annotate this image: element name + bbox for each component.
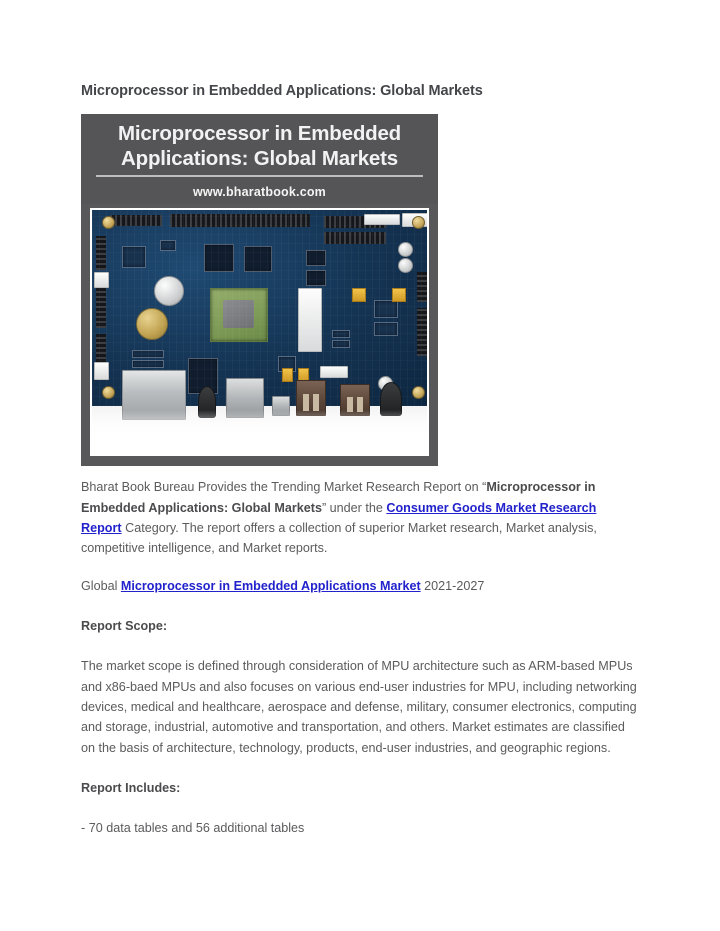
cover-banner <box>81 114 438 181</box>
consumer-goods-category-link[interactable]: Consumer Goods Market Research Report <box>81 500 597 535</box>
cover-image <box>81 114 438 466</box>
intro-paragraph <box>81 477 639 559</box>
cover-banner-line-2: Applications: Global Markets <box>121 147 398 171</box>
intro-report-name: Microprocessor in Embedded Applications: Global Markets <box>81 480 596 515</box>
market-report-link[interactable]: Microprocessor in Embedded Applications Market <box>120 578 421 593</box>
report-includes-heading: Report Includes: <box>81 781 181 796</box>
intro-text-part2: ” under the <box>321 500 387 515</box>
market-line-suffix: 2021-2027 <box>420 578 485 593</box>
intro-text-part1: Bharat Book Bureau Provides the Trending Market Research Report on “ <box>81 480 487 495</box>
cover-photo-frame <box>81 204 438 466</box>
page-title: Microprocessor in Embedded Applications: Global Markets <box>81 83 483 99</box>
cover-website-url: www.bharatbook.com <box>81 181 438 204</box>
market-line-prefix: Global <box>81 578 121 593</box>
cover-divider <box>96 175 423 177</box>
circuit-board-photo <box>90 208 429 456</box>
cover-banner-line-1: Microprocessor in Embedded <box>117 122 401 146</box>
intro-text-part3: Category. The report offers a collection of superior Market research, Market analysis, competitive intelligence, and Market reports. <box>81 520 597 556</box>
photo-fade <box>90 410 429 456</box>
document-content <box>81 82 639 856</box>
report-includes-item: - 70 data tables and 56 additional tables <box>81 821 305 836</box>
market-line <box>81 576 639 596</box>
report-scope-text: The market scope is defined through consideration of MPU architecture such as ARM-based MPUs and x86-baed MPUs and also focuses on various end-user industries for MPU, including networking devices, medical and healthcare, aerospace and defense, military, consumer electronics, computing and storage, industrial, automotive and transportation, and others. Market estimates are classified on the basis of architecture, technology, products, end-user industries, and geographic regions. <box>81 659 637 755</box>
report-scope-heading: Report Scope: <box>81 619 168 634</box>
